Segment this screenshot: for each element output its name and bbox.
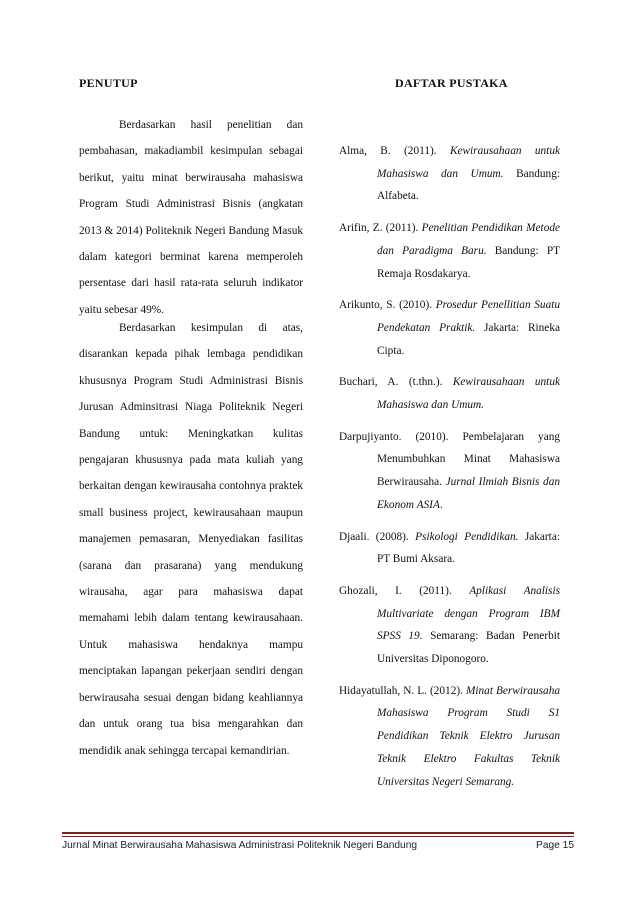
reference-title: Aplikasi Analisis Multivariate dengan Program IBM SPSS 19. xyxy=(377,584,560,643)
reference-author: Ghozali, I. (2011). xyxy=(339,584,470,597)
reference-title: Psikologi Pendidikan. xyxy=(415,530,519,543)
section-heading-penutup: PENUTUP xyxy=(79,76,138,90)
reference-entry xyxy=(339,371,560,416)
reference-title: Penelitian Pendidikan Metode dan Paradigma Baru. xyxy=(377,222,560,257)
reference-author: Darpujiyanto. (2010). Pembelajaran yang Menumbuhkan Minat Mahasiswa Berwirausaha. xyxy=(339,430,560,489)
reference-entry xyxy=(339,580,560,671)
reference-publisher: Bandung: PT Remaja Rosdakarya. xyxy=(377,244,560,280)
body-paragraph: Berdasarkan kesimpulan di atas, disarankan kepada pihak lembaga pendidikan khususnya Program Studi Administrasi Bisnis Jurusan Adminsitrasi Niaga Politeknik Negeri Bandung untuk: Meningkatkan kulitas pengajaran khususnya pada mata kuliah yang berkaitan dengan kewirausaha contohnya praktek small business project, kewirausahaan maupun manajemen pemasaran, Menyediakan fasilitas (sarana dan prasarana) yang mendukung wirausaha, agar para mahasiswa dapat memahami lebih dalam tentang kewirausahaan. Untuk mahasiswa hendaknya mampu menciptakan lapangan pekerjaan sendiri dengan berwirausaha sesuai dengan bidang keahliannya dan untuk orang tua bisa mengarahkan dan mendidik anak sehingga tercapai kemandirian. xyxy=(79,322,303,757)
reference-title: Minat Berwirausaha Mahasiswa Program Studi S1 Pendidikan Teknik Elektro Jurusan Teknik Elektro Fakultas Teknik Universitas Negeri Semarang. xyxy=(377,684,561,788)
reference-entry xyxy=(339,426,560,517)
section-heading-daftar-pustaka: DAFTAR PUSTAKA xyxy=(395,76,508,90)
reference-title: Kewirausahaan untuk Mahasiswa dan Umum. xyxy=(377,376,560,412)
reference-publisher: Semarang: Badan Penerbit Universitas Diponogoro. xyxy=(377,630,561,666)
reference-author: Alma, B. (2011). xyxy=(339,145,450,157)
body-paragraph: Berdasarkan hasil penelitian dan pembahasan, makadiambil kesimpulan sebagai berikut, yaitu minat berwirausaha mahasiswa Program Studi Administrasi Bisnis (angkatan 2013 & 2014) Politeknik Negeri Bandung Masuk dalam kategori berminat karena memperoleh persentase dari hasil rata-rata seluruh indikator yaitu sebesar 49%. xyxy=(79,119,303,316)
footer-rule xyxy=(62,832,574,834)
reference-title: Kewirausahaan untuk Mahasiswa dan Umum. xyxy=(377,145,560,180)
reference-publisher: Jakarta: Rineka Cipta. xyxy=(377,321,560,357)
reference-entry xyxy=(339,526,560,571)
reference-list xyxy=(339,140,560,802)
reference-author: Buchari, A. (t.thn.). xyxy=(339,376,453,389)
reference-title: Jurnal Ilmiah Bisnis dan Ekonom ASIA xyxy=(377,476,560,511)
reference-publisher: Bandung: Alfabeta. xyxy=(377,167,560,203)
reference-entry xyxy=(339,294,560,362)
reference-author: Hidayatullah, N. L. (2012). xyxy=(339,684,466,697)
reference-entry xyxy=(339,140,560,208)
reference-publisher: . xyxy=(439,498,443,511)
reference-publisher: Jakarta: PT Bumi Aksara. xyxy=(377,530,560,566)
reference-author: Djaali. (2008). xyxy=(339,530,416,543)
reference-entry xyxy=(339,217,560,285)
page-number: Page 15 xyxy=(536,840,574,851)
footer-journal-title: Jurnal Minat Berwirausaha Mahasiswa Administrasi Politeknik Negeri Bandung xyxy=(62,840,418,851)
footer-rule-thin xyxy=(62,836,574,837)
reference-author: Arifin, Z. (2011). xyxy=(339,222,422,235)
reference-author: Arikunto, S. (2010). xyxy=(339,299,436,312)
reference-title: Prosedur Penellitian Suatu Pendekatan Praktik. xyxy=(377,299,561,334)
reference-entry xyxy=(339,680,560,794)
